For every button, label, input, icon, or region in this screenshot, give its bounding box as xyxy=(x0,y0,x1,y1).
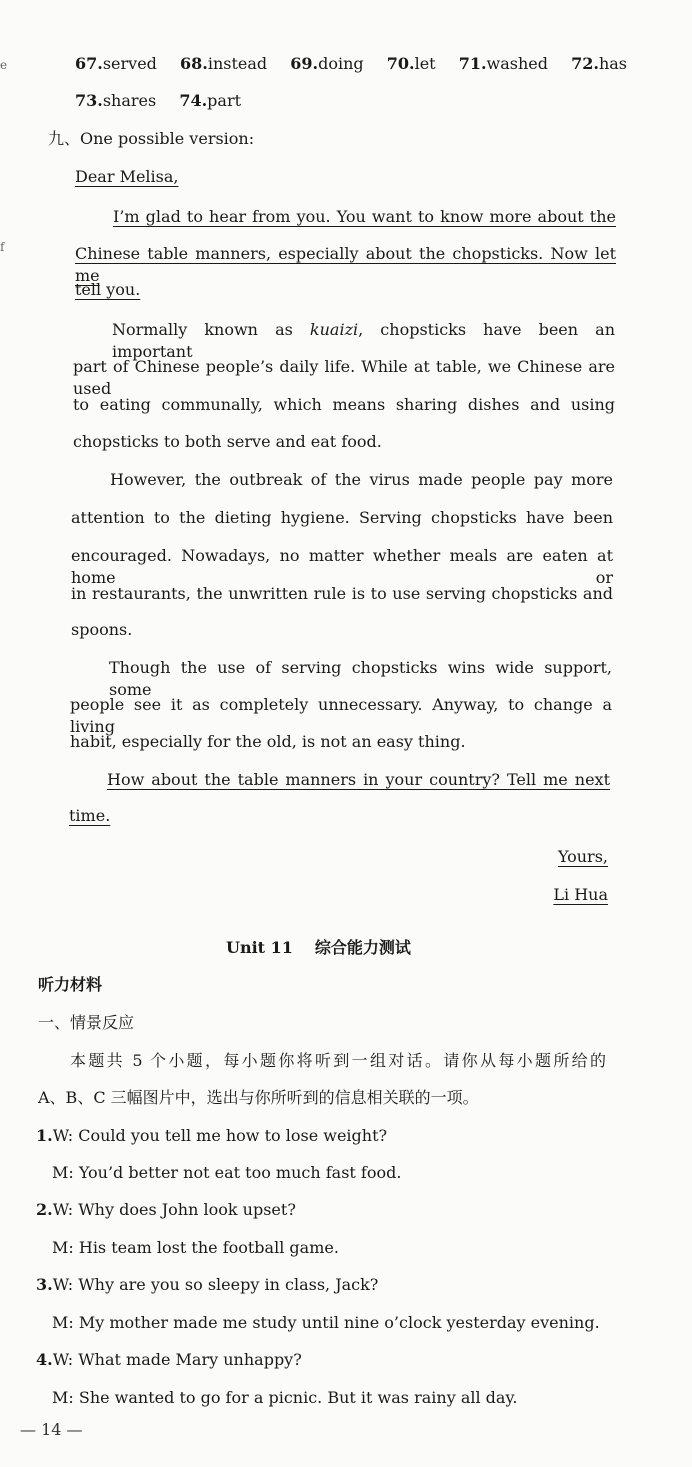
answer-row-1 xyxy=(75,53,645,75)
letter-closing: Yours, xyxy=(557,847,608,866)
letter-para2-line: Normally known as kuaizi, chopsticks have been an important xyxy=(112,320,616,361)
letter-signature: Li Hua xyxy=(553,885,608,904)
listening-heading: 听力材料 xyxy=(38,975,103,994)
section-9-heading: 九、One possible version: xyxy=(48,129,255,148)
dialogue-w: 2.W: Why does John look upset? xyxy=(36,1200,296,1219)
dialogue-w: 1.W: Could you tell me how to lose weight? xyxy=(36,1126,388,1145)
letter-para4-line: Though the use of serving chopsticks wins wide support, some xyxy=(109,658,612,699)
answer-item: 74.part xyxy=(179,91,242,110)
letter-para2-line: chopsticks to both serve and eat food. xyxy=(73,432,382,451)
letter-para3-line: attention to the dieting hygiene. Serving chopsticks have been xyxy=(71,508,613,527)
answer-row-2 xyxy=(75,90,259,112)
answer-item: 69.doing xyxy=(290,54,364,73)
instruction-line: A、B、C 三幅图片中，选出与你所听到的信息相关联的一项。 xyxy=(38,1088,479,1107)
answer-item: 70.let xyxy=(386,54,436,73)
answer-item: 67.served xyxy=(75,54,157,73)
letter-greeting: Dear Melisa, xyxy=(75,167,179,186)
dialogue-m: M: You’d better not eat too much fast food. xyxy=(52,1163,402,1182)
unit-title: Unit 11 综合能力测试 xyxy=(226,938,411,957)
letter-para2-line: part of Chinese people’s daily life. While at table, we Chinese are used xyxy=(73,357,615,398)
dialogue-w: 4.W: What made Mary unhappy? xyxy=(36,1350,302,1369)
dialogue-m: M: My mother made me study until nine o’clock yesterday evening. xyxy=(52,1313,600,1332)
letter-para2-line: to eating communally, which means sharing dishes and using xyxy=(73,395,615,414)
edge-mark: f xyxy=(0,240,5,254)
dialogue-w: 3.W: Why are you so sleepy in class, Jack? xyxy=(36,1275,379,1294)
page-number: — 14 — xyxy=(20,1420,83,1439)
dialogue-m: M: She wanted to go for a picnic. But it was rainy all day. xyxy=(52,1388,518,1407)
letter-para3-line: spoons. xyxy=(71,620,133,639)
letter-para5-line: How about the table manners in your country? Tell me next xyxy=(107,770,610,789)
answer-item: 71.washed xyxy=(458,54,549,73)
letter-para1-line: Chinese table manners, especially about the chopsticks. Now let me xyxy=(75,244,616,285)
letter-para4-line: people see it as completely unnecessary. Anyway, to change a living xyxy=(70,695,612,736)
dialogue-m: M: His team lost the football game. xyxy=(52,1238,339,1257)
answer-item: 72.has xyxy=(571,54,628,73)
letter-para1-line: tell you. xyxy=(75,280,141,299)
letter-para3-line: in restaurants, the unwritten rule is to use serving chopsticks and xyxy=(71,584,613,603)
edge-mark: e xyxy=(0,58,8,72)
letter-para5-line: time. xyxy=(69,806,111,825)
instruction-line: 本题共 5 个小题，每小题你将听到一组对话。请你从每小题所给的 xyxy=(70,1051,606,1070)
answer-item: 68.instead xyxy=(180,54,268,73)
letter-para3-line: However, the outbreak of the virus made people pay more xyxy=(110,470,613,489)
answer-item: 73.shares xyxy=(75,91,157,110)
letter-para1-line: I’m glad to hear from you. You want to know more about the xyxy=(113,207,616,226)
letter-para4-line: habit, especially for the old, is not an easy thing. xyxy=(70,732,466,751)
section-1-heading: 一、情景反应 xyxy=(38,1013,135,1032)
letter-para3-line: encouraged. Nowadays, no matter whether meals are eaten at home or xyxy=(71,546,613,587)
